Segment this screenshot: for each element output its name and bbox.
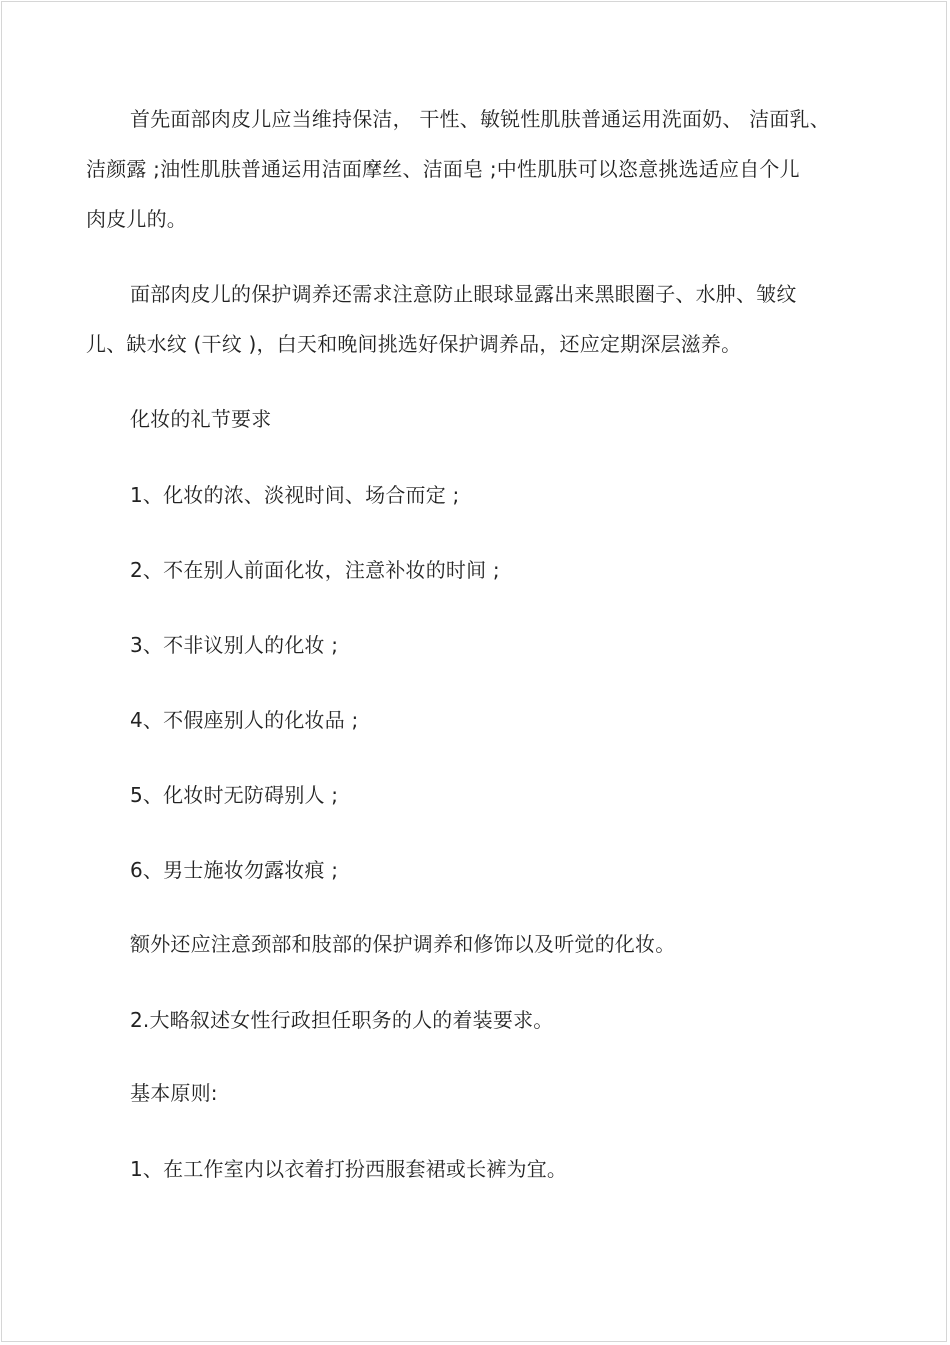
paragraph-2-line-1: 面部肉皮儿的保护调养还需求注意防止眼球显露出来黑眼圈子、水肿、皱纹 bbox=[130, 282, 797, 306]
extra-note: 额外还应注意颈部和肢部的保护调养和修饰以及听觉的化妆。 bbox=[130, 932, 676, 956]
principle-item-1: 1、在工作室内以衣着打扮西服套裙或长裤为宜。 bbox=[130, 1157, 568, 1181]
rule-item-1: 1、化妆的浓、淡视时间、场合而定 ; bbox=[130, 483, 460, 507]
document-page bbox=[1, 1, 947, 1342]
rule-item-4: 4、不假座别人的化妆品 ; bbox=[130, 708, 359, 732]
rule-item-6: 6、男士施妆勿露妆痕 ; bbox=[130, 858, 339, 882]
paragraph-1-line-3: 肉皮儿的。 bbox=[86, 207, 187, 231]
rule-item-5: 5、化妆时无防碍别人 ; bbox=[130, 783, 339, 807]
paragraph-1-line-2: 洁颜露 ;油性肌肤普通运用洁面摩丝、洁面皂 ;中性肌肤可以恣意挑选适应自个儿 bbox=[86, 157, 800, 181]
question-2: 2.大略叙述女性行政担任职务的人的着装要求。 bbox=[130, 1008, 554, 1032]
rule-item-2: 2、不在别人前面化妆，注意补妆的时间 ; bbox=[130, 558, 500, 582]
basic-principle-heading: 基本原则: bbox=[130, 1081, 218, 1105]
paragraph-1-line-1: 首先面部肉皮儿应当维持保洁， 干性、敏锐性肌肤普通运用洗面奶、 洁面乳、 bbox=[130, 107, 830, 131]
heading-makeup-etiquette: 化妆的礼节要求 bbox=[130, 407, 272, 431]
rule-item-3: 3、不非议别人的化妆 ; bbox=[130, 633, 339, 657]
paragraph-2-line-2: 儿、缺水纹 (干纹 )，白天和晚间挑选好保护调养品，还应定期深层滋养。 bbox=[86, 332, 742, 356]
